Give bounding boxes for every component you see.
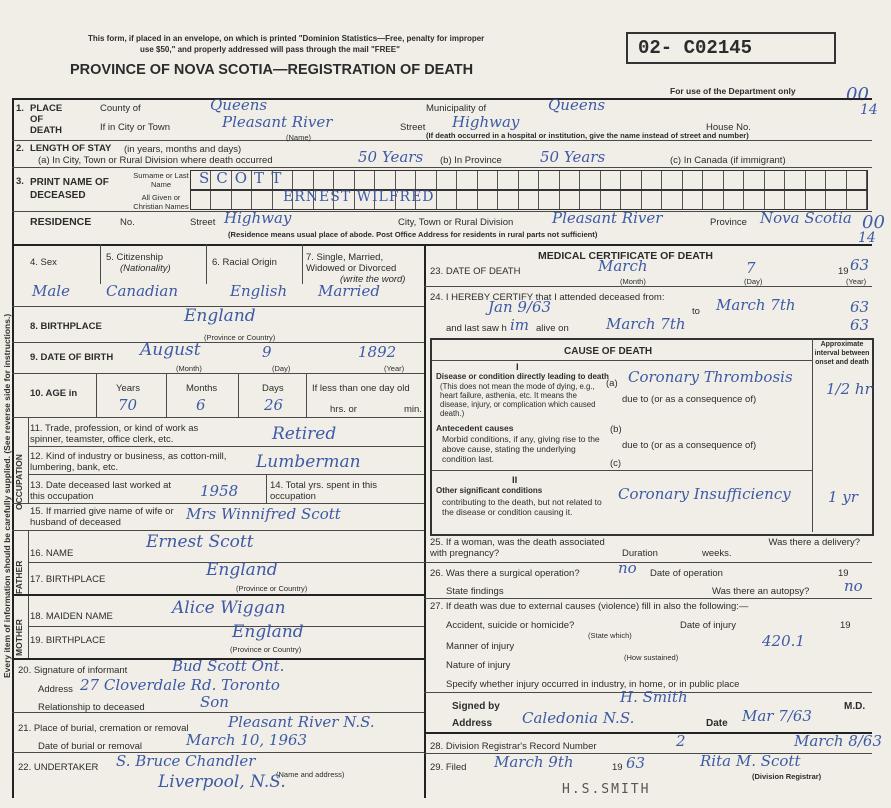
q16-label: 16. NAME bbox=[30, 548, 74, 559]
doctor-date-label: Date bbox=[706, 718, 728, 729]
manner-code: 420.1 bbox=[762, 632, 805, 650]
street-label: Street bbox=[400, 122, 426, 133]
q24-to: March 7th bbox=[716, 296, 796, 314]
q11-label: 11. Trade, profession, or kind of work as spinner, teamster, office clerk, etc. bbox=[30, 423, 199, 445]
last-saw-sex: im bbox=[510, 316, 530, 334]
doctor-date-value: Mar 7/63 bbox=[742, 707, 812, 725]
dept-mark-2: 14 bbox=[860, 102, 878, 118]
residence-note: (Residence means usual place of abode. Post Office Address for residents in rural parts not sufficient) bbox=[228, 230, 598, 239]
other-label: Other significant conditions bbox=[436, 486, 543, 495]
informant-address-label: Address bbox=[38, 684, 73, 695]
weeks-label: weeks. bbox=[702, 548, 732, 559]
q18-label: 18. MAIDEN NAME bbox=[30, 611, 113, 622]
cause-a-value: Coronary Thrombosis bbox=[628, 368, 793, 386]
q18-value: Alice Wiggan bbox=[172, 598, 286, 618]
age-col-4 bbox=[306, 373, 307, 417]
marital-value: Married bbox=[318, 282, 380, 300]
registration-number: 02- C02145 bbox=[638, 37, 753, 59]
q12-value: Lumberman bbox=[256, 452, 361, 472]
registration-number-box bbox=[626, 32, 836, 64]
residence-province-label: Province bbox=[710, 217, 747, 228]
residence-city-value: Pleasant River bbox=[552, 209, 663, 227]
q22-label: 22. UNDERTAKER bbox=[18, 762, 99, 773]
disease-label: Disease or condition directly leading to death bbox=[436, 372, 609, 381]
city-value: Pleasant River bbox=[222, 113, 333, 131]
q23-year-sub: (Year) bbox=[846, 277, 867, 286]
age-years-value: 70 bbox=[118, 396, 138, 414]
given-names-label: All Given or Christian Names bbox=[133, 193, 189, 211]
q13-label: 13. Date deceased last worked at this occupation bbox=[30, 480, 172, 502]
racial-label: 6. Racial Origin bbox=[212, 257, 277, 268]
residence-province-value: Nova Scotia bbox=[760, 209, 852, 227]
surname-label: Surname or Last Name bbox=[133, 171, 189, 189]
col-line-1 bbox=[100, 244, 101, 284]
divider-2 bbox=[12, 167, 872, 168]
father-side-label: FATHER bbox=[14, 560, 24, 594]
q24-year: 63 bbox=[850, 298, 870, 316]
given-names-grid bbox=[190, 190, 868, 210]
q17-label: 17. BIRTHPLACE bbox=[30, 574, 106, 585]
q23-month-sub: (Month) bbox=[620, 277, 646, 286]
given-names-value: ERNEST WILFRED bbox=[283, 189, 435, 205]
q22-value: S. Bruce Chandler bbox=[116, 752, 256, 770]
specify-label: Specify whether injury occurred in industry, in home, or in public place bbox=[446, 679, 740, 690]
sec2-num: 2. bbox=[16, 143, 24, 154]
occupation-side-line bbox=[28, 417, 29, 503]
q13-q14-divider bbox=[266, 474, 267, 503]
q24-to-label: to bbox=[692, 306, 700, 317]
stay-b-value: 50 Years bbox=[540, 148, 606, 166]
divider-q11 bbox=[28, 446, 424, 447]
divider-q23 bbox=[424, 286, 872, 287]
disease-note: (This does not mean the mode of dying, e.g., heart failure, asthenia, etc. It means the disease, injury, or complication which caused death.) bbox=[440, 382, 596, 418]
mother-side-label: MOTHER bbox=[14, 619, 24, 656]
age-min-label: min. bbox=[404, 404, 422, 415]
sec2-title: LENGTH OF STAY bbox=[30, 143, 112, 154]
autopsy-value: no bbox=[844, 577, 863, 595]
q29-month: March 9th bbox=[494, 753, 574, 771]
stay-c-label: (c) In Canada (if immigrant) bbox=[670, 155, 786, 166]
dob-day-sub: (Day) bbox=[272, 364, 291, 373]
q15-label: 15. If married give name of wife or husband of deceased bbox=[30, 506, 174, 528]
surname-value: SCOTT bbox=[199, 169, 289, 187]
due-to-2: due to (or as a consequence of) bbox=[622, 440, 757, 451]
municipality-value: Queens bbox=[548, 96, 606, 114]
nature-label: Nature of injury bbox=[446, 660, 511, 671]
col-line-3 bbox=[302, 244, 303, 284]
md-label: M.D. bbox=[844, 701, 866, 712]
q22-value-b: Liverpool, N.S. bbox=[158, 772, 286, 792]
informant-address-value: 27 Cloverdale Rd. Toronto bbox=[80, 676, 280, 694]
q21-label: 21. Place of burial, cremation or removal bbox=[18, 723, 189, 734]
marital-sub: (write the word) bbox=[340, 274, 406, 285]
q19-sub: (Province or Country) bbox=[230, 645, 302, 654]
col-line-2 bbox=[206, 244, 207, 284]
q22-sub: (Name and address) bbox=[276, 770, 345, 779]
roman-2: II bbox=[512, 475, 518, 486]
cause-title-line bbox=[432, 360, 812, 361]
sec1-num: 1. bbox=[16, 103, 24, 114]
divider-q17 bbox=[12, 594, 424, 596]
q17-value: England bbox=[206, 560, 278, 580]
due-to-1: due to (or as a consequence of) bbox=[622, 394, 757, 405]
cause-title: CAUSE OF DEATH bbox=[564, 346, 653, 357]
age-days-value: 26 bbox=[264, 396, 284, 414]
occupation-side-label: OCCUPATION bbox=[14, 454, 24, 510]
age-lt-day-label: If less than one day old bbox=[312, 383, 410, 394]
stay-b-label: (b) In Province bbox=[440, 155, 502, 166]
doctor-address-label: Address bbox=[452, 718, 493, 729]
q15-value: Mrs Winnifred Scott bbox=[186, 505, 341, 523]
antecedent-label: Antecedent causes bbox=[436, 423, 514, 433]
q11-value: Retired bbox=[272, 424, 337, 444]
op-year: 19 bbox=[838, 568, 849, 579]
q28-date: March 8/63 bbox=[794, 732, 882, 750]
medical-title: MEDICAL CERTIFICATE OF DEATH bbox=[538, 250, 713, 262]
manner-label: Manner of injury bbox=[446, 641, 515, 652]
q29-registrar: Rita M. Scott bbox=[700, 752, 801, 770]
how-sustained-sub: (How sustained) bbox=[624, 653, 679, 662]
q23-label: 23. DATE OF DEATH bbox=[430, 266, 521, 277]
dept-mark-1: 00 bbox=[846, 84, 869, 105]
sec3-num: 3. bbox=[16, 176, 24, 187]
relationship-value: Son bbox=[200, 693, 229, 711]
frame-left bbox=[12, 98, 14, 798]
surname-grid bbox=[190, 170, 868, 190]
stay-a-label: (a) In City, Town or Rural Division where death occurred bbox=[38, 155, 273, 166]
sec1-title: PLACE OF DEATH bbox=[30, 103, 63, 136]
stamp-name: H.S.SMITH bbox=[562, 782, 651, 797]
delivery-label: Was there a delivery? bbox=[768, 537, 860, 548]
autopsy-label: Was there an autopsy? bbox=[712, 586, 810, 597]
q21-value: Pleasant River N.S. bbox=[228, 713, 375, 731]
q19-label: 19. BIRTHPLACE bbox=[30, 635, 106, 646]
house-label: House No. bbox=[706, 122, 751, 133]
cause-section-line bbox=[432, 470, 812, 471]
dob-year: 1892 bbox=[358, 343, 397, 361]
relationship-label: Relationship to deceased bbox=[38, 702, 145, 713]
other-interval: 1 yr bbox=[828, 488, 858, 506]
county-value: Queens bbox=[210, 96, 268, 114]
residence-label: RESIDENCE bbox=[30, 216, 92, 228]
last-saw-label: and last saw h bbox=[446, 323, 507, 334]
residence-mark-1: 00 bbox=[862, 212, 885, 233]
signed-value: H. Smith bbox=[620, 688, 688, 706]
frame-top bbox=[12, 98, 872, 100]
sec2-sub: (in years, months and days) bbox=[124, 144, 242, 155]
city-label: If in City or Town bbox=[100, 122, 171, 133]
interval-label: Approximate interval between onset and death bbox=[814, 341, 870, 366]
age-months-value: 6 bbox=[196, 396, 206, 414]
citizenship-sub: (Nationality) bbox=[120, 263, 171, 274]
age-years-label: Years bbox=[116, 383, 140, 394]
duration-label: Duration bbox=[622, 548, 658, 559]
q23-year: 63 bbox=[850, 256, 870, 274]
dob-month-sub: (Month) bbox=[176, 364, 202, 373]
antecedent-note: Morbid conditions, if any, giving rise to the above cause, stating the underlying condition last. bbox=[442, 434, 600, 464]
age-hrs-label: hrs. or bbox=[330, 404, 357, 415]
q27-label: 27. If death was due to external causes (violence) fill in also the following:— bbox=[430, 601, 749, 612]
injury-year: 19 bbox=[840, 620, 851, 631]
birthplace-sub: (Province or Country) bbox=[204, 333, 276, 342]
other-note: contributing to the death, but not related to the disease or condition causing it. bbox=[442, 497, 602, 517]
q14-label: 14. Total yrs. spent in this occupation bbox=[270, 480, 378, 502]
q12-label: 12. Kind of industry or business, as cotton-mill, lumbering, bank, etc. bbox=[30, 451, 227, 473]
divider-q15 bbox=[12, 530, 424, 531]
mail-notice-line1: This form, if placed in an envelope, on which is printed "Dominion Statistics—Free, penalty for improper bbox=[88, 34, 485, 43]
side-instruction-text: Every item of information should be carefully supplied. (See reverse side for instructions.) bbox=[2, 313, 12, 678]
injury-date-label: Date of injury bbox=[680, 620, 736, 631]
divider-q28 bbox=[424, 753, 872, 754]
q23-day: 7 bbox=[746, 259, 756, 277]
dob-year-sub: (Year) bbox=[384, 364, 405, 373]
q20-label: 20. Signature of informant bbox=[18, 665, 128, 676]
interval-col-line bbox=[812, 338, 813, 532]
residence-mark-2: 14 bbox=[858, 230, 876, 246]
age-col-3 bbox=[238, 373, 239, 417]
divider-q13 bbox=[12, 503, 424, 504]
hospital-note: (If death occurred in a hospital or institution, give the name instead of street and number) bbox=[426, 131, 749, 140]
cause-a-interval: 1/2 hr bbox=[826, 380, 872, 398]
q29-year-prefix: 19 bbox=[612, 762, 623, 773]
cause-c-label: (c) bbox=[610, 458, 622, 469]
age-days-label: Days bbox=[262, 383, 284, 394]
q20-value: Bud Scott Ont. bbox=[172, 657, 285, 675]
birthplace-value: England bbox=[184, 306, 256, 326]
q29-year: 63 bbox=[626, 754, 646, 772]
age-col-2 bbox=[166, 373, 167, 417]
sec3-title: PRINT NAME OF DECEASED bbox=[30, 177, 109, 201]
sex-value: Male bbox=[32, 282, 70, 300]
alive-on-label: alive on bbox=[536, 323, 569, 334]
state-which-sub: (State which) bbox=[588, 631, 632, 640]
stay-a-value: 50 Years bbox=[358, 148, 424, 166]
surname-grid-cells bbox=[191, 171, 867, 189]
q24-label: 24. I HEREBY CERTIFY that I attended deceased from: bbox=[430, 292, 665, 303]
county-label: County of bbox=[100, 103, 141, 114]
age-col-1 bbox=[96, 373, 97, 417]
divider-1 bbox=[12, 140, 872, 141]
q23-year-prefix: 19 bbox=[838, 266, 849, 277]
divider-3 bbox=[12, 211, 872, 212]
divider-q18 bbox=[28, 626, 424, 627]
q26-label: 26. Was there a surgical operation? bbox=[430, 568, 580, 579]
q23-day-sub: (Day) bbox=[744, 277, 763, 286]
accident-label: Accident, suicide or homicide? bbox=[446, 620, 575, 631]
cause-a-label: (a) bbox=[606, 378, 618, 389]
residence-city-label: City, Town or Rural Division bbox=[398, 217, 514, 228]
q16-value: Ernest Scott bbox=[146, 532, 254, 552]
divider-row-9 bbox=[12, 373, 424, 374]
dept-use-label: For use of the Department only bbox=[670, 86, 796, 96]
residence-street-value: Highway bbox=[224, 209, 292, 227]
divider-row-10 bbox=[12, 417, 424, 418]
op-date-label: Date of operation bbox=[650, 568, 723, 579]
divider-q12 bbox=[28, 474, 424, 475]
q23-month: March bbox=[598, 257, 648, 275]
q26-value: no bbox=[618, 559, 637, 577]
q19-value: England bbox=[232, 622, 304, 642]
city-name-sub: (Name) bbox=[286, 133, 312, 142]
cause-b-label: (b) bbox=[610, 424, 622, 435]
residence-no-label: No. bbox=[120, 217, 135, 228]
doctor-address-value: Caledonia N.S. bbox=[522, 709, 635, 727]
age-months-label: Months bbox=[186, 383, 218, 394]
burial-date-label: Date of burial or removal bbox=[38, 741, 143, 752]
q13-value: 1958 bbox=[200, 482, 239, 500]
divider-q26 bbox=[424, 598, 872, 599]
sex-label: 4. Sex bbox=[30, 257, 57, 268]
divider-4 bbox=[12, 244, 872, 246]
age-label: 10. AGE in bbox=[30, 388, 78, 399]
mail-notice-line2: use $50," and properly addressed will pass through the mail "FREE" bbox=[140, 45, 400, 54]
signed-label: Signed by bbox=[452, 701, 500, 712]
q29-label: 29. Filed bbox=[430, 762, 467, 773]
racial-value: English bbox=[230, 282, 288, 300]
burial-date-value: March 10, 1963 bbox=[186, 731, 308, 749]
roman-1: I bbox=[516, 362, 519, 373]
street-value: Highway bbox=[452, 113, 520, 131]
municipality-label: Municipality of bbox=[426, 103, 487, 114]
last-saw-year: 63 bbox=[850, 316, 870, 334]
other-value: Coronary Insufficiency bbox=[618, 485, 791, 503]
center-divider bbox=[424, 244, 426, 798]
dob-month: August bbox=[140, 340, 201, 360]
marital-label: 7. Single, Married, Widowed or Divorced bbox=[306, 252, 397, 274]
q17-sub: (Province or Country) bbox=[236, 584, 308, 593]
dob-label: 9. DATE OF BIRTH bbox=[30, 352, 114, 363]
q24-from: Jan 9/63 bbox=[488, 298, 552, 316]
citizenship-label: 5. Citizenship bbox=[106, 252, 164, 263]
citizenship-value: Canadian bbox=[106, 282, 179, 300]
dob-day: 9 bbox=[262, 343, 272, 361]
birthplace-label: 8. BIRTHPLACE bbox=[30, 321, 102, 332]
q25-label: 25. If a woman, was the death associated with pregnancy? bbox=[430, 537, 605, 559]
form-title: PROVINCE OF NOVA SCOTIA—REGISTRATION OF DEATH bbox=[70, 62, 474, 78]
residence-street-label: Street bbox=[190, 217, 216, 228]
q28-label: 28. Division Registrar's Record Number bbox=[430, 741, 597, 752]
state-findings-label: State findings bbox=[446, 586, 504, 597]
registrar-sub: (Division Registrar) bbox=[752, 772, 822, 781]
q28-value: 2 bbox=[676, 732, 686, 750]
divider-q25 bbox=[424, 562, 872, 563]
last-saw-value: March 7th bbox=[606, 315, 686, 333]
